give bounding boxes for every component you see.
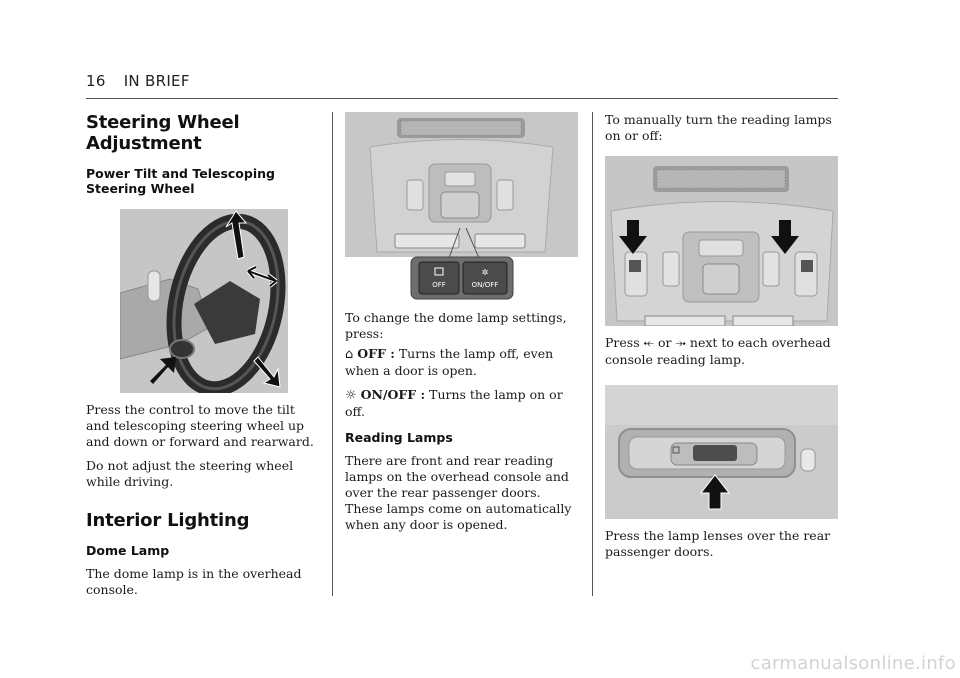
front-reading-lamps-illustration: [605, 156, 838, 326]
reading-lamps-subtitle: Reading Lamps: [345, 430, 453, 445]
reading-instruction-tail: next to each overhead console reading lamp.: [605, 335, 831, 367]
press-word: Press: [605, 335, 640, 350]
overhead-console-illustration: [345, 112, 578, 300]
header-rule: [86, 98, 838, 99]
steering-paragraph-1: Press the control to move the tilt and telescoping steering wheel up and down or forward and rearward.: [86, 402, 314, 449]
manual-reading-intro: To manually turn the reading lamps on or off:: [605, 112, 832, 143]
column-divider-1: [332, 112, 333, 596]
dome-off-icon: ⌂: [345, 347, 354, 362]
right-reading-lamp-icon: ⤞: [675, 336, 686, 351]
left-reading-lamp-icon: ⤝: [643, 336, 655, 351]
rear-reading-lamp-photo: [605, 385, 838, 519]
watermark: carmanualsonline.info: [750, 653, 956, 674]
dome-off-key: OFF :: [357, 346, 395, 361]
dome-onoff-text: Turns the lamp on or off.: [345, 387, 563, 419]
steering-wheel-photo: [120, 209, 288, 393]
manual-reading-instruction: [605, 335, 841, 368]
steering-wheel-subtitle: Power Tilt and Telescoping Steering Wheel: [86, 166, 275, 196]
dome-onoff-key: ON/OFF :: [360, 387, 426, 402]
dome-onoff-item: [345, 387, 581, 420]
right-column: [605, 110, 841, 560]
left-column: [86, 110, 322, 598]
column-divider-2: [592, 112, 593, 596]
interior-lighting-title: Interior Lighting: [86, 510, 250, 531]
page-number: 16: [86, 72, 106, 90]
dome-lamp-subtitle: Dome Lamp: [86, 543, 170, 558]
middle-column: [345, 112, 581, 533]
svg-text:✲: ✲: [481, 268, 489, 277]
reading-lamps-paragraph: There are front and rear reading lamps on the overhead console and over the rear passenger doors. These lamps come on automatically when any door is opened.: [345, 453, 572, 532]
or-word: or: [658, 335, 672, 350]
steering-wheel-illustration: [120, 209, 288, 393]
steering-wheel-title: Steering Wheel Adjustment: [86, 112, 240, 154]
dome-lamp-paragraph: The dome lamp is in the overhead console.: [86, 566, 302, 597]
dome-off-item: [345, 346, 581, 379]
front-reading-lamps-photo: [605, 156, 838, 326]
page-header: [86, 72, 190, 90]
steering-paragraph-2: Do not adjust the steering wheel while driving.: [86, 458, 294, 489]
onoff-button-label: ON/OFF: [471, 281, 499, 289]
dome-onoff-icon: ☼: [345, 388, 357, 403]
section-title: IN BRIEF: [123, 72, 190, 90]
off-button-label: OFF: [432, 281, 446, 289]
overhead-console-photo: [345, 112, 578, 300]
dome-off-text: Turns the lamp off, even when a door is open.: [345, 346, 554, 378]
rear-lamp-paragraph: Press the lamp lenses over the rear passenger doors.: [605, 528, 831, 559]
rear-reading-lamp-illustration: [605, 385, 838, 519]
dome-settings-intro: To change the dome lamp settings, press:: [345, 310, 567, 341]
